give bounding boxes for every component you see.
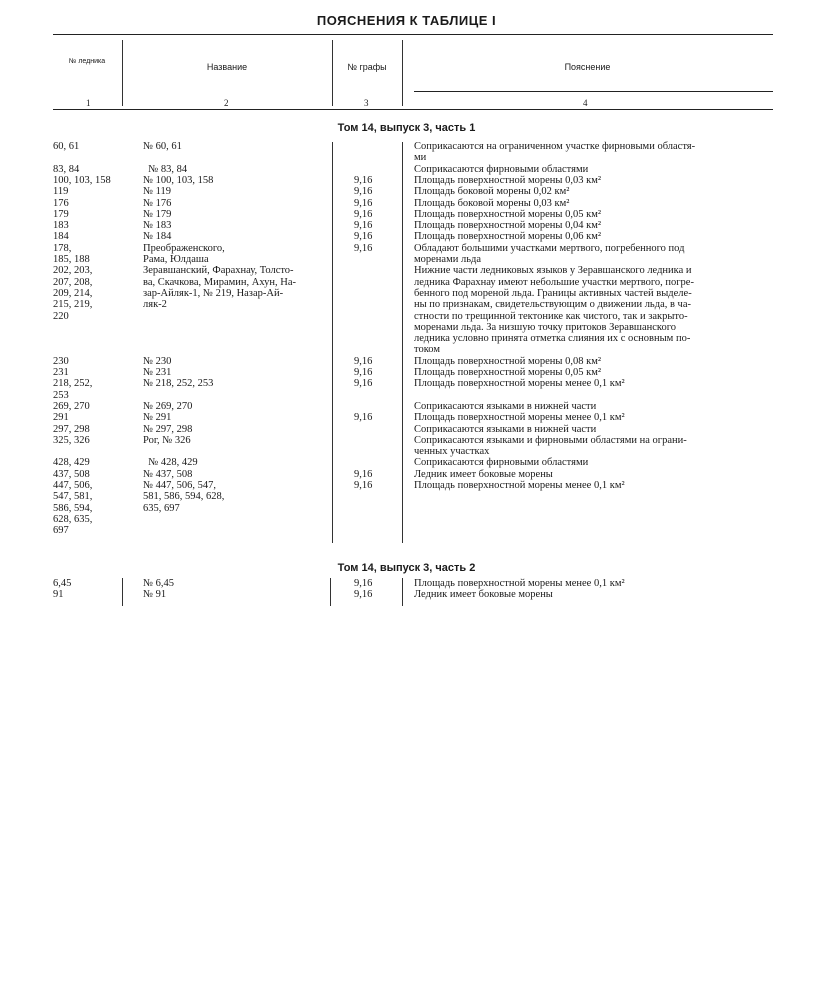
table-row bbox=[0, 141, 813, 152]
glacier-number-cell: 183 bbox=[53, 220, 69, 232]
header-num-4: 4 bbox=[583, 98, 588, 108]
column-number-cell: 9,16 bbox=[354, 578, 373, 589]
name-cell: № 184 bbox=[143, 231, 172, 243]
explanation-cell: моренами льда bbox=[414, 254, 482, 265]
glacier-number-cell: 428, 429 bbox=[53, 457, 90, 469]
glacier-number-cell: 60, 61 bbox=[53, 141, 80, 152]
header-bottom-rule bbox=[53, 109, 773, 110]
name-cell: № 179 bbox=[143, 208, 172, 220]
glacier-number-cell: 100, 103, 158 bbox=[53, 174, 111, 186]
name-cell: № 291 bbox=[143, 412, 172, 424]
name-cell: Преображенского, bbox=[143, 242, 225, 254]
name-cell: № 83, 84 bbox=[143, 163, 188, 175]
explanation-cell: Ледник имеет боковые морены bbox=[414, 468, 553, 480]
name-cell: 581, 586, 594, 628, bbox=[143, 491, 225, 503]
column-number-cell: 9,16 bbox=[354, 355, 373, 367]
table-row bbox=[0, 401, 813, 412]
header-divider-2 bbox=[332, 40, 333, 106]
table-row bbox=[0, 152, 813, 163]
explanation-cell: Площадь поверхностной морены 0,08 км² bbox=[414, 355, 601, 367]
name-cell: ва, Скачкова, Мирамин, Ахун, На- bbox=[143, 276, 297, 288]
glacier-number-cell: 215, 219, bbox=[53, 299, 93, 311]
header-num-2: 2 bbox=[224, 98, 229, 108]
header-num-1: 1 bbox=[86, 98, 91, 108]
name-cell: № 297, 298 bbox=[143, 423, 193, 435]
column-number-cell: 9,16 bbox=[354, 480, 373, 491]
glacier-number-cell: 547, 581, bbox=[53, 491, 93, 503]
glacier-number-cell: 178, bbox=[53, 242, 72, 254]
name-cell: № 176 bbox=[143, 197, 172, 209]
table-row bbox=[0, 378, 813, 389]
name-cell: № 91 bbox=[143, 589, 167, 601]
name-cell: № 218, 252, 253 bbox=[143, 378, 214, 390]
glacier-number-cell: 697 bbox=[53, 525, 69, 537]
table-row bbox=[0, 299, 813, 310]
table-row bbox=[0, 344, 813, 355]
header-col-explanation: Пояснение bbox=[564, 62, 611, 72]
column-number-cell: 9,16 bbox=[354, 412, 373, 424]
glacier-number-cell: 184 bbox=[53, 231, 69, 243]
table-row bbox=[0, 390, 813, 401]
name-cell: № 100, 103, 158 bbox=[143, 174, 214, 186]
table-row bbox=[0, 265, 813, 276]
name-cell: № 437, 508 bbox=[143, 468, 193, 480]
glacier-number-cell: 437, 508 bbox=[53, 468, 90, 480]
explanation-cell: Площадь боковой морены 0,03 км² bbox=[414, 197, 570, 209]
explanation-cell: Ледник имеет боковые морены bbox=[414, 589, 553, 601]
table-row bbox=[0, 231, 813, 242]
explanation-cell: ледника Фарахнау имеют небольшие участки мертвого, погре- bbox=[414, 276, 694, 288]
section-title-2: Том 14, выпуск 3, часть 2 bbox=[337, 562, 476, 574]
name-cell: ляк-2 bbox=[143, 299, 167, 311]
column-number-cell: 9,16 bbox=[354, 220, 373, 232]
table-row bbox=[0, 175, 813, 186]
header-num-3: 3 bbox=[364, 98, 369, 108]
glacier-number-cell: 253 bbox=[53, 389, 69, 401]
name-cell: № 428, 429 bbox=[143, 457, 198, 469]
explanation-cell: Площадь поверхностной морены 0,05 км² bbox=[414, 367, 601, 378]
table-row bbox=[0, 311, 813, 322]
table-row bbox=[0, 491, 813, 502]
glacier-number-cell: 209, 214, bbox=[53, 287, 93, 299]
explanation-cell: бенного под мореной льда. Границы активных частей выделе- bbox=[414, 287, 692, 299]
column-number-cell: 9,16 bbox=[354, 468, 373, 480]
name-cell: № 230 bbox=[143, 355, 172, 367]
explanation-cell: Площадь поверхностной морены 0,06 км² bbox=[414, 231, 601, 243]
glacier-number-cell: 447, 506, bbox=[53, 480, 93, 491]
table-row bbox=[0, 503, 813, 514]
glacier-number-cell: 269, 270 bbox=[53, 400, 90, 412]
glacier-number-cell: 220 bbox=[53, 310, 69, 322]
explanation-cell: Обладают большими участками мертвого, погребенного под bbox=[414, 242, 685, 254]
explanation-cell: ледника условно принята отметка слияния их с основным по- bbox=[414, 333, 691, 345]
page-title: ПОЯСНЕНИЯ К ТАБЛИЦЕ I bbox=[316, 13, 497, 28]
glacier-number-cell: 6,45 bbox=[53, 578, 72, 589]
table-row bbox=[0, 435, 813, 446]
table-row bbox=[0, 424, 813, 435]
table-row bbox=[0, 469, 813, 480]
explanation-cell: Соприкасаются языками в нижней части bbox=[414, 400, 597, 412]
table-row bbox=[0, 525, 813, 536]
name-cell: № 269, 270 bbox=[143, 400, 193, 412]
name-cell: № 447, 506, 547, bbox=[143, 480, 217, 491]
column-number-cell: 9,16 bbox=[354, 186, 373, 198]
name-cell: Рама, Юлдаша bbox=[143, 254, 209, 265]
table-row bbox=[0, 356, 813, 367]
header-divider-1 bbox=[122, 40, 123, 106]
glacier-number-cell: 202, 203, bbox=[53, 265, 93, 277]
explanation-cell: Площадь поверхностной морены менее 0,1 км² bbox=[414, 578, 625, 589]
name-cell: Рог, № 326 bbox=[143, 434, 191, 446]
table-row bbox=[0, 164, 813, 175]
glacier-number-cell: 179 bbox=[53, 208, 69, 220]
table-row bbox=[0, 514, 813, 525]
name-cell: зар-Айляк-1, № 219, Назар-Ай- bbox=[143, 287, 284, 299]
header-col-column-number: № графы bbox=[347, 62, 387, 72]
explanation-cell: Соприкасаются фирновыми областями bbox=[414, 163, 589, 175]
table-row bbox=[0, 277, 813, 288]
explanation-cell: стности по трещинной тектонике как чистого, так и закрыто- bbox=[414, 310, 688, 322]
glacier-number-cell: 291 bbox=[53, 412, 69, 424]
explanation-cell: током bbox=[414, 344, 440, 356]
header-number-rule bbox=[414, 91, 773, 92]
explanation-cell: Соприкасаются фирновыми областями bbox=[414, 457, 589, 469]
glacier-number-cell: 119 bbox=[53, 186, 69, 198]
column-number-cell: 9,16 bbox=[354, 242, 373, 254]
glacier-number-cell: 83, 84 bbox=[53, 163, 80, 175]
explanation-cell: Площадь поверхностной морены 0,05 км² bbox=[414, 208, 601, 220]
name-cell: № 60, 61 bbox=[143, 141, 182, 152]
table-row bbox=[0, 480, 813, 491]
name-cell: № 119 bbox=[143, 186, 172, 198]
glacier-number-cell: 207, 208, bbox=[53, 276, 93, 288]
glacier-number-cell: 325, 326 bbox=[53, 434, 90, 446]
table-row bbox=[0, 322, 813, 333]
section-title-1: Том 14, выпуск 3, часть 1 bbox=[337, 122, 476, 134]
explanation-cell: ны по признакам, свидетельствующим о движении льда, в ча- bbox=[414, 299, 691, 311]
column-number-cell: 9,16 bbox=[354, 367, 373, 378]
explanation-cell: Нижние части ледниковых языков у Зеравшанского ледника и bbox=[414, 265, 692, 277]
table-row bbox=[0, 243, 813, 254]
explanation-cell: Соприкасаются на ограниченном участке фирновыми областя- bbox=[414, 141, 696, 152]
table-row bbox=[0, 220, 813, 231]
header-top-rule bbox=[53, 34, 773, 35]
explanation-cell: Площадь поверхностной морены 0,04 км² bbox=[414, 220, 601, 232]
name-cell: Зеравшанский, Фарахнау, Толсто- bbox=[143, 265, 294, 277]
explanation-cell: Площадь поверхностной морены менее 0,1 км² bbox=[414, 378, 625, 390]
column-number-cell: 9,16 bbox=[354, 378, 373, 390]
table-row bbox=[0, 367, 813, 378]
explanation-cell: ми bbox=[414, 152, 427, 164]
explanation-cell: моренами льда. За низшую точку притоков Зеравшанского bbox=[414, 321, 677, 333]
explanation-cell: Площадь боковой морены 0,02 км² bbox=[414, 186, 570, 198]
name-cell: № 231 bbox=[143, 367, 172, 378]
column-number-cell: 9,16 bbox=[354, 174, 373, 186]
glacier-number-cell: 231 bbox=[53, 367, 69, 378]
table-row bbox=[0, 333, 813, 344]
table-row bbox=[0, 457, 813, 468]
explanation-cell: ченных участках bbox=[414, 446, 490, 458]
table-row bbox=[0, 589, 813, 600]
header-divider-3 bbox=[402, 40, 403, 106]
table-row bbox=[0, 186, 813, 197]
header-col-name: Название bbox=[206, 62, 248, 72]
table-row bbox=[0, 209, 813, 220]
explanation-cell: Соприкасаются языками и фирновыми областями на ограни- bbox=[414, 434, 687, 446]
glacier-number-cell: 230 bbox=[53, 355, 69, 367]
table-row bbox=[0, 578, 813, 589]
explanation-cell: Площадь поверхностной морены 0,03 км² bbox=[414, 174, 601, 186]
column-number-cell: 9,16 bbox=[354, 589, 373, 601]
glacier-number-cell: 91 bbox=[53, 589, 64, 601]
glacier-number-cell: 628, 635, bbox=[53, 513, 93, 525]
glacier-number-cell: 586, 594, bbox=[53, 502, 93, 514]
table-row bbox=[0, 446, 813, 457]
column-number-cell: 9,16 bbox=[354, 231, 373, 243]
table-row bbox=[0, 198, 813, 209]
header-col-glacier-number: № ледника bbox=[68, 58, 106, 65]
table-row bbox=[0, 412, 813, 423]
name-cell: № 6,45 bbox=[143, 578, 175, 589]
glacier-number-cell: 176 bbox=[53, 197, 69, 209]
explanation-cell: Соприкасаются языками в нижней части bbox=[414, 423, 597, 435]
glacier-number-cell: 297, 298 bbox=[53, 423, 90, 435]
table-row bbox=[0, 288, 813, 299]
explanation-cell: Площадь поверхностной морены менее 0,1 км² bbox=[414, 480, 625, 491]
name-cell: 635, 697 bbox=[143, 502, 180, 514]
explanation-cell: Площадь поверхностной морены менее 0,1 км² bbox=[414, 412, 625, 424]
name-cell: № 183 bbox=[143, 220, 172, 232]
column-number-cell: 9,16 bbox=[354, 197, 373, 209]
glacier-number-cell: 218, 252, bbox=[53, 378, 93, 390]
table-row bbox=[0, 254, 813, 265]
glacier-number-cell: 185, 188 bbox=[53, 254, 90, 265]
column-number-cell: 9,16 bbox=[354, 208, 373, 220]
